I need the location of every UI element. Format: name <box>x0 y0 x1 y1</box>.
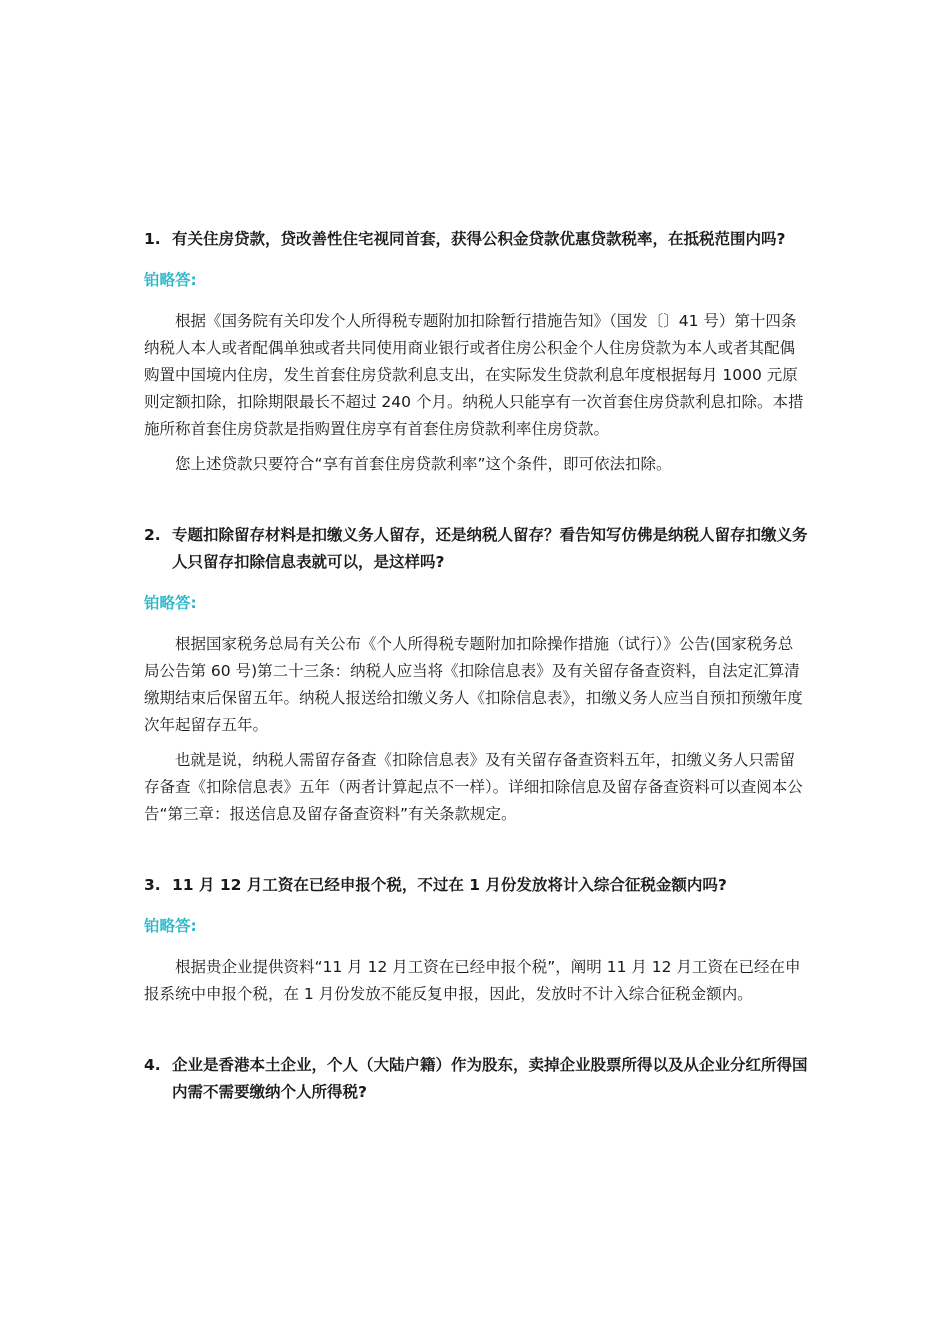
question-1 <box>144 226 808 253</box>
answer-label: 铂略答: <box>144 271 197 289</box>
qa-content <box>144 226 808 1150</box>
answer-paragraph: 根据国家税务总局有关公布《个人所得税专题附加扣除操作措施（试行）》公告(国家税务总局公告第 60 号)第二十三条：纳税人应当将《扣除信息表》及有关留存备查资料，自法定汇算清缴期结束后保留五年。纳税人报送给扣缴义务人《扣除信息表》，扣缴义务人应当自预扣预缴年度次年起留存五年。 <box>144 635 803 734</box>
question-4 <box>144 1052 808 1106</box>
question-text: 11 月 12 月工资在已经申报个税，不过在 1 月份发放将计入综合征税金额内吗? <box>172 876 727 894</box>
answer-label: 铂略答: <box>144 917 197 935</box>
qa-item-1 <box>144 226 808 478</box>
qa-item-2 <box>144 522 808 828</box>
question-text: 企业是香港本土企业，个人（大陆户籍）作为股东，卖掉企业股票所得以及从企业分红所得国内需不需要缴纳个人所得税? <box>172 1056 808 1101</box>
answer-label: 铂略答: <box>144 594 197 612</box>
question-text: 专题扣除留存材料是扣缴义务人留存，还是纳税人留存？看告知写仿佛是纳税人留存扣缴义务人只留存扣除信息表就可以，是这样吗? <box>172 526 808 571</box>
question-number: 3. <box>144 876 161 894</box>
question-number: 2. <box>144 526 161 544</box>
question-text: 有关住房贷款，贷改善性住宅视同首套，获得公积金贷款优惠贷款税率，在抵税范围内吗? <box>172 230 786 248</box>
question-number: 4. <box>144 1056 161 1074</box>
answer-paragraph: 也就是说，纳税人需留存备查《扣除信息表》及有关留存备查资料五年，扣缴义务人只需留存备查《扣除信息表》五年（两者计算起点不一样）。详细扣除信息及留存备查资料可以查阅本公告“第三章：报送信息及留存备查资料”有关条款规定。 <box>144 751 803 823</box>
question-2 <box>144 522 808 576</box>
answer-paragraph: 根据贵企业提供资料“11 月 12 月工资在已经申报个税”，阐明 11 月 12 月工资在已经在申报系统中申报个税，在 1 月份发放不能反复申报，因此，发放时不计入综合征税金额内。 <box>144 958 801 1003</box>
question-number: 1. <box>144 230 161 248</box>
qa-item-4 <box>144 1052 808 1106</box>
answer-paragraph: 您上述贷款只要符合“享有首套住房贷款利率”这个条件，即可依法扣除。 <box>175 455 672 473</box>
answer-paragraph: 根据《国务院有关印发个人所得税专题附加扣除暂行措施告知》（国发〔〕41 号）第十四条 纳税人本人或者配偶单独或者共同使用商业银行或者住房公积金个人住房贷款为本人或者其配偶购置中国境内住房，发生首套住房贷款利息支出，在实际发生贷款利息年度根据每月 1000 元原则定额扣除，扣除期限最长不超过 240 个月。纳税人只能享有一次首套住房贷款利息扣除。本措施所称首套住房贷款是指购置住房享有首套住房贷款利率住房贷款。 <box>144 312 804 438</box>
qa-item-3 <box>144 872 808 1008</box>
question-3 <box>144 872 808 899</box>
